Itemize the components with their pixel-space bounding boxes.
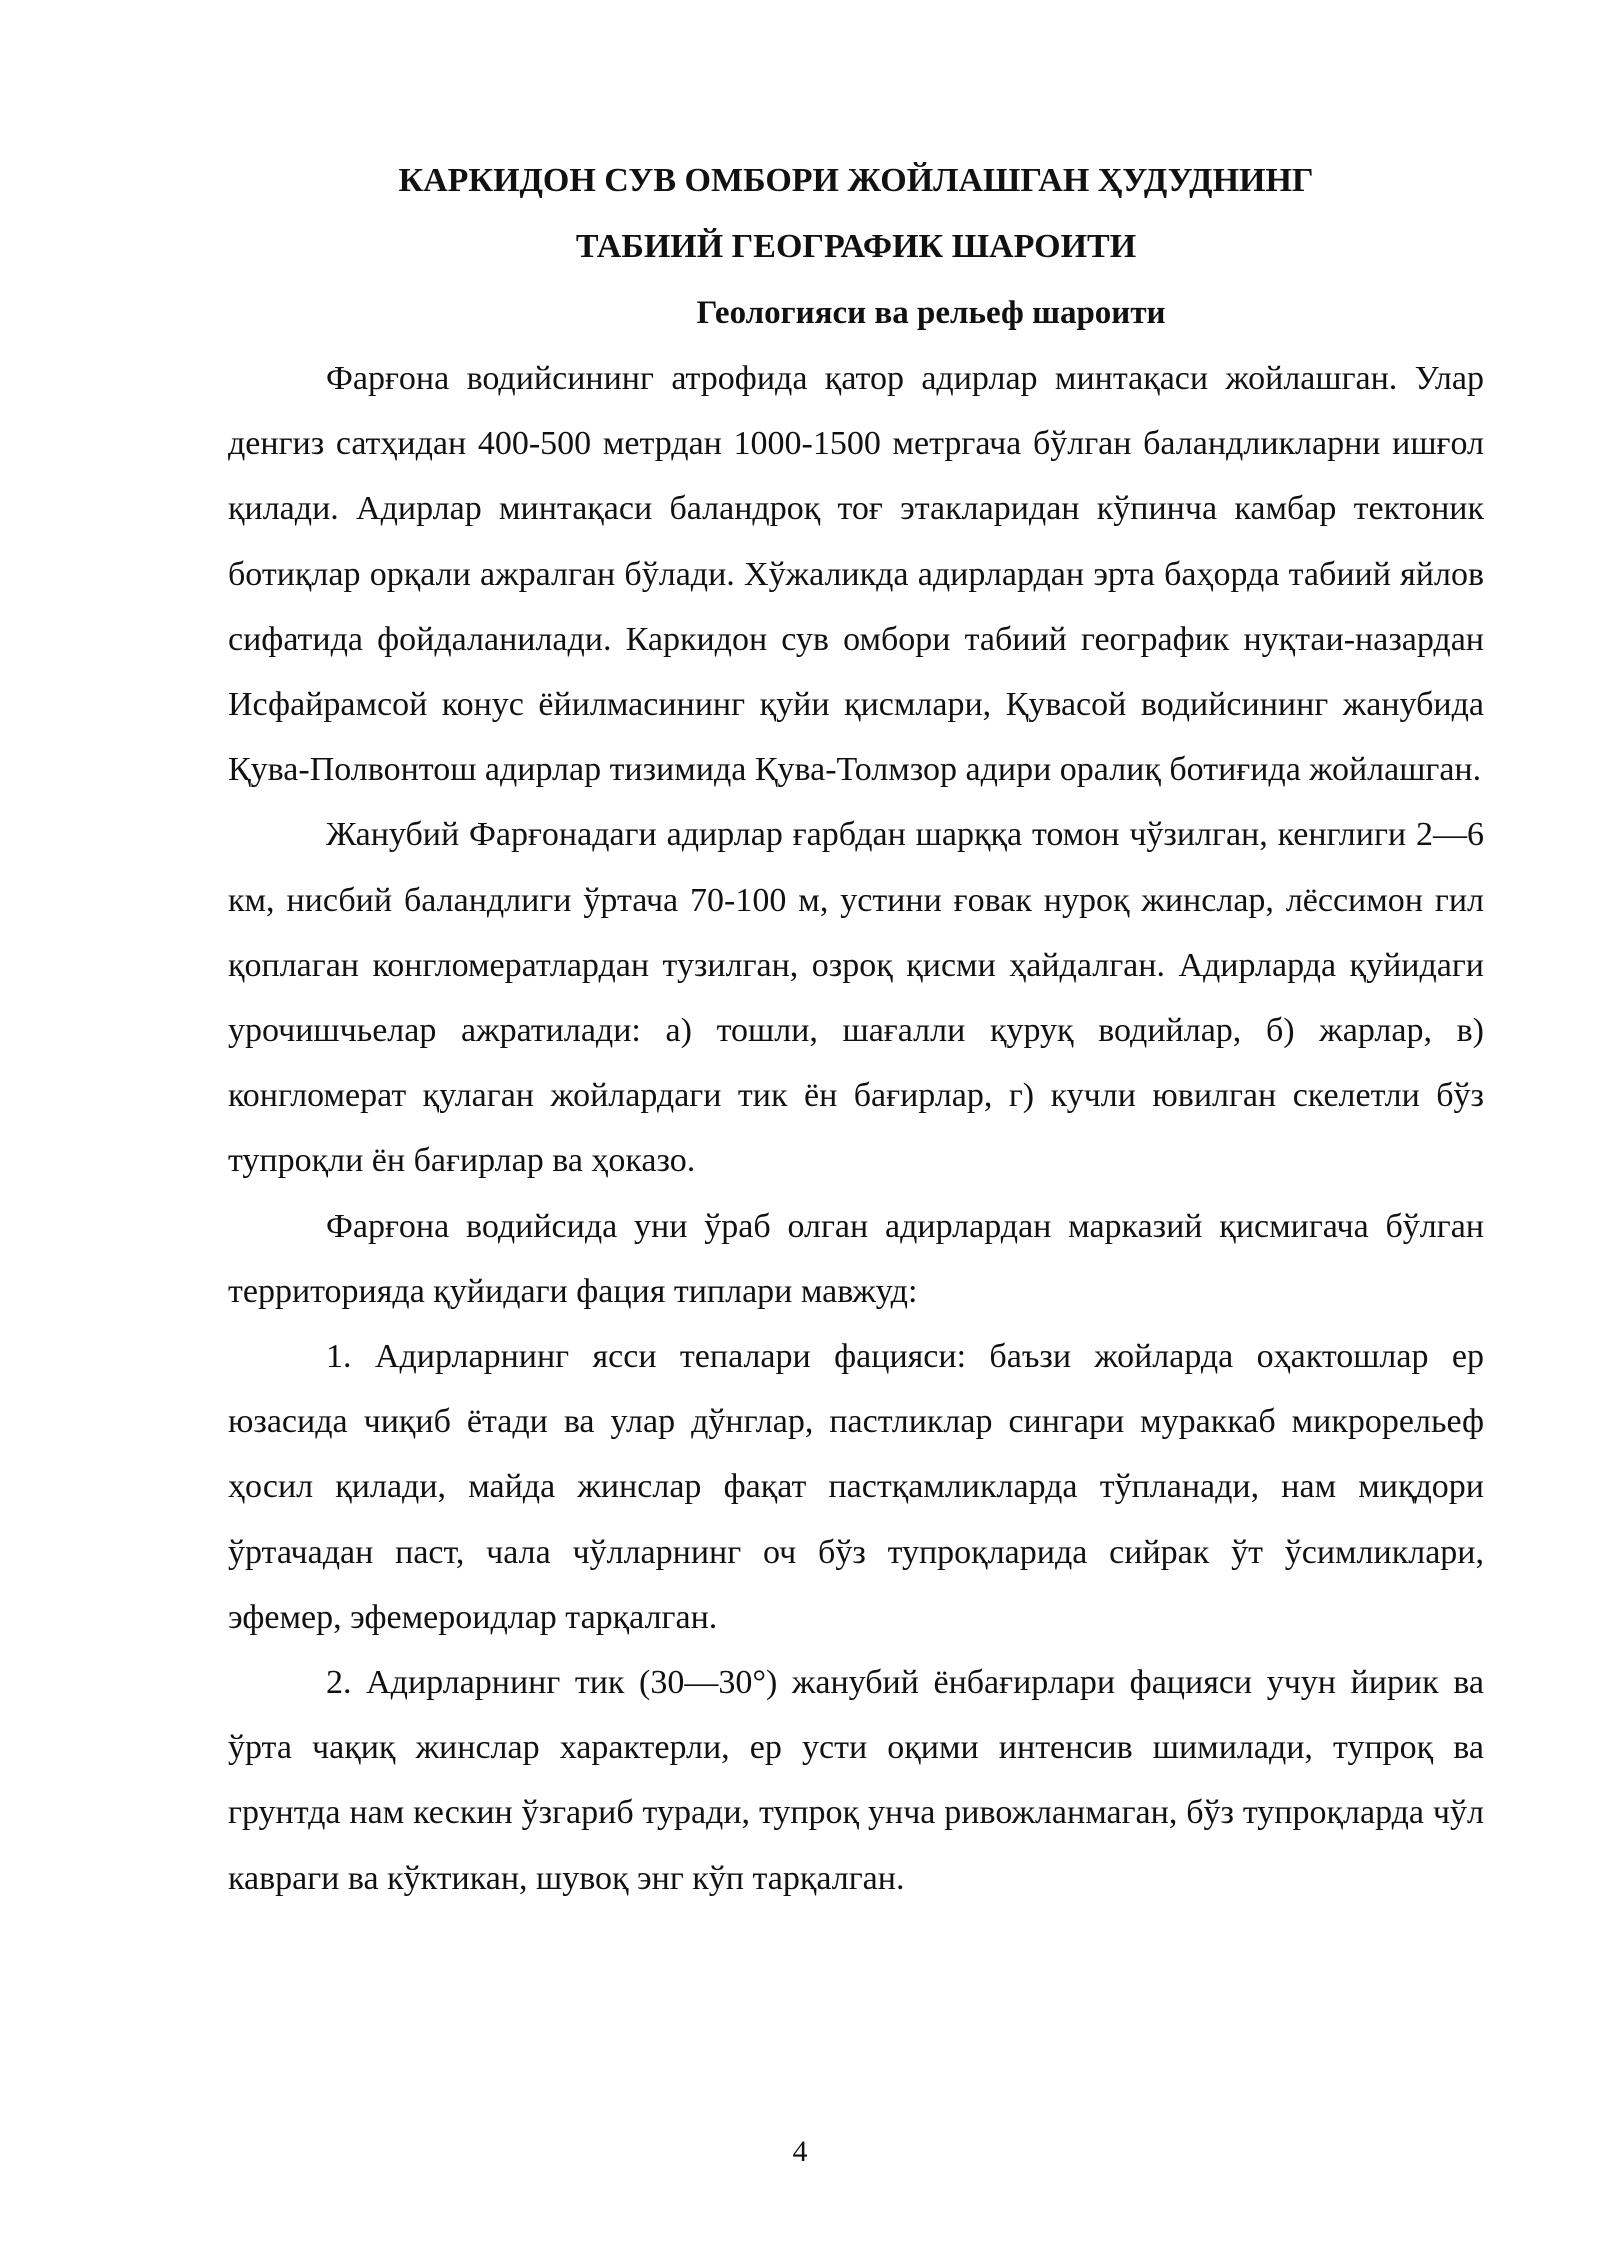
list-item-2: 2. Адирларнинг тик (30—30°) жанубий ёнбағирлари фацияси учун йирик ва ўрта чақиқ жинслар характерли, ер усти оқими интенсив шимилади, тупроқ ва грунтда нам кескин ўзгариб туради, тупроқ унча ривожланмаган, бўз тупроқларда чўл кавраги ва кўктикан, шувоқ энг кўп тарқалган. xyxy=(228,1664,1484,1897)
paragraph-1: Фарғона водийсининг атрофида қатор адирлар минтақаси жойлашган. Улар денгиз сатҳидан 400-500 метрдан 1000-1500 метргача бўлган баландликларни ишғол қилади. Адирлар минтақаси баландроқ тоғ этакларидан кўпинча камбар тектоник ботиқлар орқали ажралган бўлади. Хўжаликда адирлардан эрта баҳорда табиий яйлов сифатида фойдаланилади. Каркидон сув омбори табиий географик нуқтаи-назардан Исфайрамсой конус ёйилмасининг қуйи қисмлари, Қувасой водийсининг жанубида Қува-Полвонтош адирлар тизимида Қува-Толмзор адири оралиқ ботиғида жойлашган. xyxy=(228,360,1484,789)
paragraph-3: Фарғона водийсида уни ўраб олган адирлардан марказий қисмигача бўлган территорияда қуйидаги фация типлари мавжуд: xyxy=(228,1207,1484,1310)
title-line-2: ТАБИИЙ ГЕОГРАФИК ШАРОИТИ xyxy=(575,228,1137,265)
document-title xyxy=(228,148,1484,280)
list-item-1: 1. Адирларнинг ясси тепалари фацияси: баъзи жойларда оҳактошлар ер юзасида чиқиб ётади ва улар дўнглар, пастликлар сингари мураккаб микрорельеф ҳосил қилади, майда жинслар фақат пастқамликларда тўпланади, нам миқдори ўртачадан паст, чала чўлларнинг оч бўз тупроқларида сийрак ўт ўсимликлари, эфемер, эфемероидлар тарқалган. xyxy=(228,1338,1484,1636)
document-page xyxy=(228,148,1484,1911)
paragraph-2: Жанубий Фарғонадаги адирлар ғарбдан шарққа томон чўзилган, кенглиги 2—6 км, нисбий баландлиги ўртача 70-100 м, устини ғовак нуроқ жинслар, лёссимон гил қоплаган конгломератлардан тузилган, озроқ қисми ҳайдалган. Адирларда қуйидаги урочишчьелар ажратилади: а) тошли, шағалли қуруқ водийлар, б) жарлар, в) конгломерат қулаган жойлардаги тик ён бағирлар, г) кучли ювилган скелетли бўз тупроқли ён бағирлар ва ҳоказо. xyxy=(228,816,1484,1180)
section-heading: Геологияси ва рельеф шароити xyxy=(696,295,1166,331)
title-line-1: КАРКИДОН СУВ ОМБОРИ ЖОЙЛАШГАН ҲУДУДНИНГ xyxy=(398,162,1314,199)
page-number: 4 xyxy=(792,2135,808,2168)
